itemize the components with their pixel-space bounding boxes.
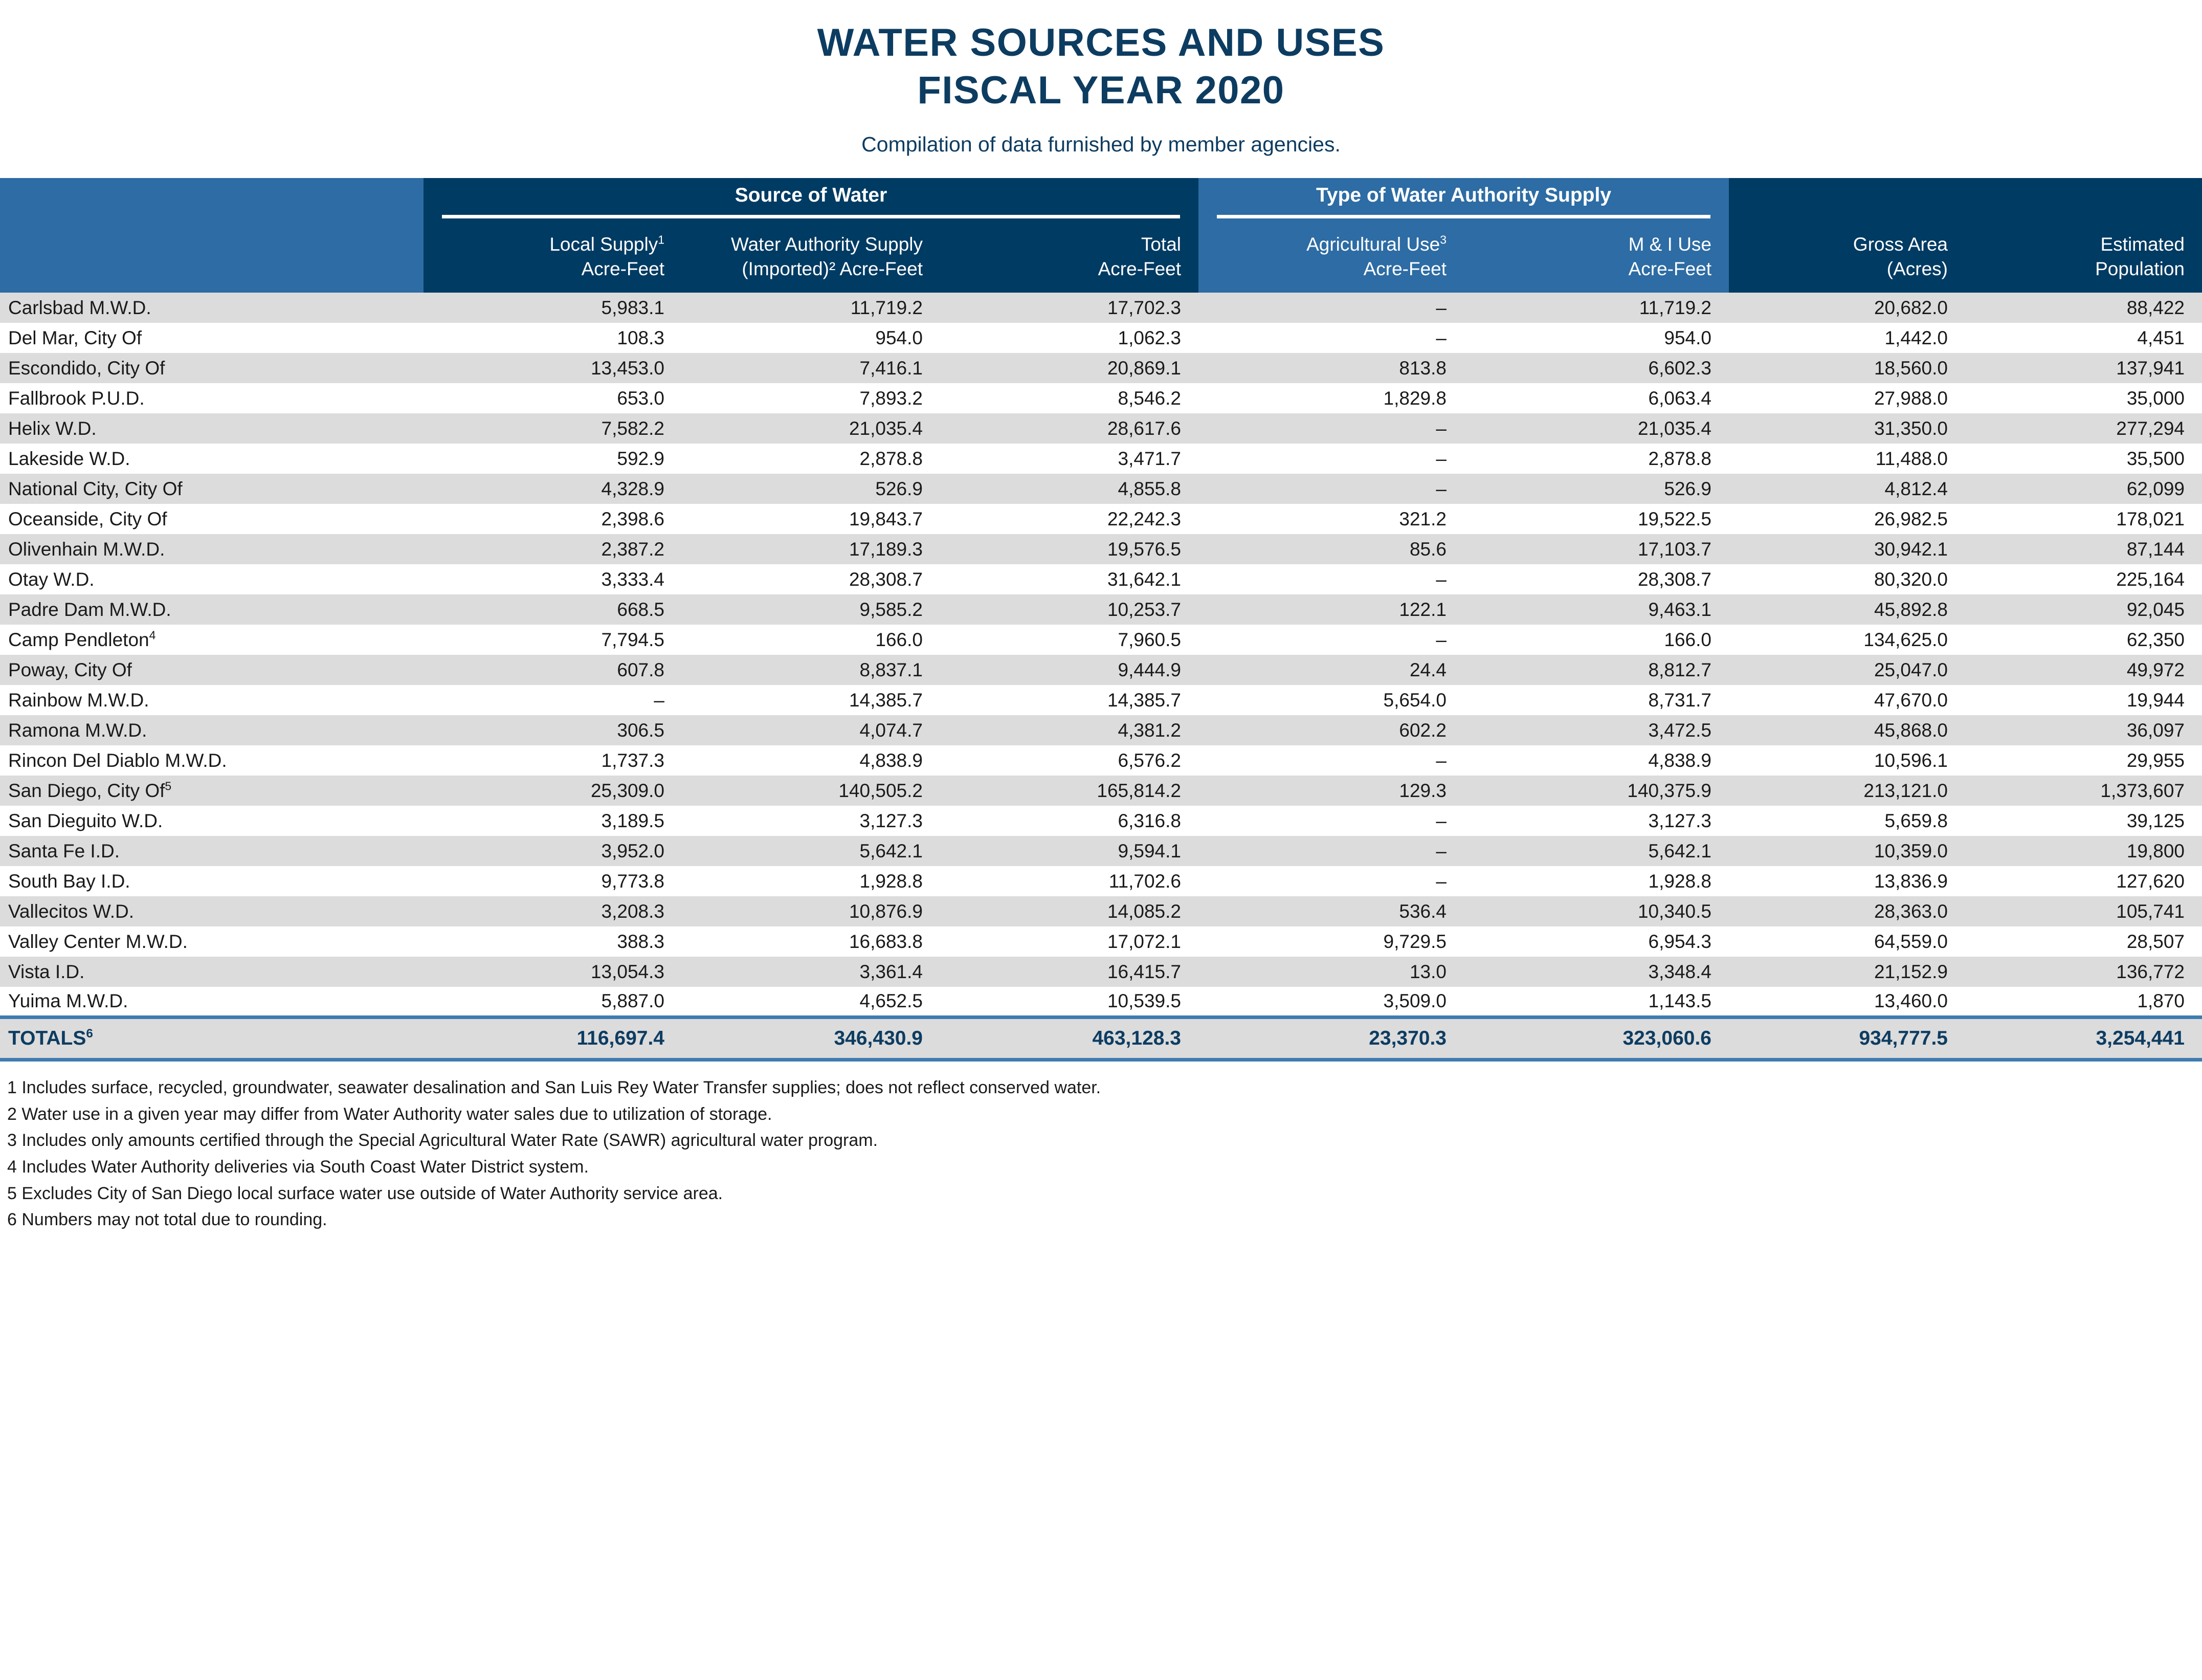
cell-total: 6,316.8 <box>940 806 1198 836</box>
cell-total: 17,702.3 <box>940 293 1198 323</box>
page-title-line-1: WATER SOURCES AND USES <box>817 21 1385 64</box>
cell-agency-name: Valley Center M.W.D. <box>0 926 424 957</box>
cell-estimated-population: 127,620 <box>1965 866 2202 896</box>
cell-agency-name: Ramona M.W.D. <box>0 715 424 745</box>
table-row <box>0 444 2202 474</box>
cell-estimated-population: 49,972 <box>1965 655 2202 685</box>
cell-mi-use: 5,642.1 <box>1464 836 1729 866</box>
col-header-gross-area-line2: (Acres) <box>1886 258 1948 280</box>
page-subtitle: Compilation of data furnished by member agencies. <box>861 132 1341 157</box>
cell-agricultural-use: 813.8 <box>1198 353 1464 383</box>
cell-gross-area: 27,988.0 <box>1729 383 1965 413</box>
cell-estimated-population: 277,294 <box>1965 413 2202 444</box>
col-header-mi-use-line2: Acre-Feet <box>1628 258 1711 280</box>
cell-mi-use: 2,878.8 <box>1464 444 1729 474</box>
table-row <box>0 625 2202 655</box>
cell-agricultural-use: – <box>1198 745 1464 776</box>
cell-local-supply: 306.5 <box>424 715 682 745</box>
cell-local-supply: 5,983.1 <box>424 293 682 323</box>
cell-totals-local-supply: 116,697.4 <box>424 1017 682 1059</box>
cell-mi-use: 166.0 <box>1464 625 1729 655</box>
group-header-area-population <box>1729 178 2202 218</box>
cell-total: 165,814.2 <box>940 776 1198 806</box>
cell-mi-use: 19,522.5 <box>1464 504 1729 534</box>
cell-water-authority-supply: 28,308.7 <box>682 564 940 594</box>
cell-agency-name: Helix W.D. <box>0 413 424 444</box>
cell-mi-use: 8,812.7 <box>1464 655 1729 685</box>
cell-mi-use: 9,463.1 <box>1464 594 1729 625</box>
cell-water-authority-supply: 954.0 <box>682 323 940 353</box>
cell-total: 4,855.8 <box>940 474 1198 504</box>
table-row <box>0 383 2202 413</box>
cell-mi-use: 11,719.2 <box>1464 293 1729 323</box>
cell-totals-water-authority-supply: 346,430.9 <box>682 1017 940 1059</box>
cell-gross-area: 18,560.0 <box>1729 353 1965 383</box>
cell-agricultural-use: 122.1 <box>1198 594 1464 625</box>
group-rule-source-of-water <box>442 215 1180 218</box>
cell-total: 11,702.6 <box>940 866 1198 896</box>
cell-estimated-population: 19,800 <box>1965 836 2202 866</box>
cell-agricultural-use: 536.4 <box>1198 896 1464 926</box>
cell-mi-use: 17,103.7 <box>1464 534 1729 564</box>
cell-water-authority-supply: 17,189.3 <box>682 534 940 564</box>
cell-agency-name: Otay W.D. <box>0 564 424 594</box>
cell-local-supply: 13,453.0 <box>424 353 682 383</box>
table-row <box>0 896 2202 926</box>
group-label-type-of-supply: Type of Water Authority Supply <box>1316 184 1612 207</box>
cell-agency-name: National City, City Of <box>0 474 424 504</box>
cell-total: 16,415.7 <box>940 957 1198 987</box>
cell-local-supply: 5,887.0 <box>424 987 682 1017</box>
cell-local-supply: 3,189.5 <box>424 806 682 836</box>
cell-gross-area: 30,942.1 <box>1729 534 1965 564</box>
cell-local-supply: 7,582.2 <box>424 413 682 444</box>
table-body <box>0 293 2202 1017</box>
cell-water-authority-supply: 16,683.8 <box>682 926 940 957</box>
cell-estimated-population: 39,125 <box>1965 806 2202 836</box>
cell-estimated-population: 35,500 <box>1965 444 2202 474</box>
cell-local-supply: 388.3 <box>424 926 682 957</box>
col-header-water-authority-supply-line1: Water Authority Supply <box>731 234 923 255</box>
cell-agricultural-use: 13.0 <box>1198 957 1464 987</box>
cell-water-authority-supply: 7,416.1 <box>682 353 940 383</box>
table-row <box>0 353 2202 383</box>
table-row <box>0 534 2202 564</box>
cell-gross-area: 20,682.0 <box>1729 293 1965 323</box>
cell-water-authority-supply: 4,652.5 <box>682 987 940 1017</box>
cell-total: 9,594.1 <box>940 836 1198 866</box>
col-header-local-supply-line2: Acre-Feet <box>581 258 664 280</box>
cell-water-authority-supply: 166.0 <box>682 625 940 655</box>
col-header-mi-use <box>1464 218 1729 293</box>
cell-gross-area: 4,812.4 <box>1729 474 1965 504</box>
cell-water-authority-supply: 526.9 <box>682 474 940 504</box>
table-row <box>0 715 2202 745</box>
table-row <box>0 957 2202 987</box>
cell-agricultural-use: 85.6 <box>1198 534 1464 564</box>
table-row <box>0 564 2202 594</box>
cell-water-authority-supply: 11,719.2 <box>682 293 940 323</box>
cell-gross-area: 45,892.8 <box>1729 594 1965 625</box>
table-row <box>0 806 2202 836</box>
footnote-2: 2 Water use in a given year may differ from Water Authority water sales due to utilization of storage. <box>7 1104 772 1124</box>
cell-agency-name: Rainbow M.W.D. <box>0 685 424 715</box>
table-row <box>0 685 2202 715</box>
page-title-line-2: FISCAL YEAR 2020 <box>917 68 1285 112</box>
cell-agency-name: Yuima M.W.D. <box>0 987 424 1017</box>
cell-gross-area: 80,320.0 <box>1729 564 1965 594</box>
cell-local-supply: 1,737.3 <box>424 745 682 776</box>
cell-agency-name: San Diego, City Of$^5$ <box>0 776 424 806</box>
cell-water-authority-supply: 7,893.2 <box>682 383 940 413</box>
cell-agricultural-use: 5,654.0 <box>1198 685 1464 715</box>
cell-gross-area: 64,559.0 <box>1729 926 1965 957</box>
footnote-4: 4 Includes Water Authority deliveries via South Coast Water District system. <box>7 1157 589 1177</box>
cell-mi-use: 3,348.4 <box>1464 957 1729 987</box>
cell-gross-area: 134,625.0 <box>1729 625 1965 655</box>
col-header-local-supply <box>424 218 682 293</box>
cell-agricultural-use: – <box>1198 413 1464 444</box>
cell-estimated-population: 178,021 <box>1965 504 2202 534</box>
cell-water-authority-supply: 19,843.7 <box>682 504 940 534</box>
col-header-total-line2: Acre-Feet <box>1098 258 1181 280</box>
cell-total: 14,085.2 <box>940 896 1198 926</box>
cell-agency-name: Padre Dam M.W.D. <box>0 594 424 625</box>
cell-total: 10,253.7 <box>940 594 1198 625</box>
cell-water-authority-supply: 140,505.2 <box>682 776 940 806</box>
col-header-agency <box>0 218 424 293</box>
col-header-estimated-population-line1: Estimated <box>2100 234 2185 255</box>
cell-estimated-population: 105,741 <box>1965 896 2202 926</box>
cell-agricultural-use: 9,729.5 <box>1198 926 1464 957</box>
cell-gross-area: 13,460.0 <box>1729 987 1965 1017</box>
cell-gross-area: 25,047.0 <box>1729 655 1965 685</box>
col-header-local-supply-line1: Local Supply <box>549 234 658 255</box>
table-row <box>0 866 2202 896</box>
cell-agency-name: San Dieguito W.D. <box>0 806 424 836</box>
cell-gross-area: 31,350.0 <box>1729 413 1965 444</box>
cell-local-supply: 2,387.2 <box>424 534 682 564</box>
cell-agricultural-use: – <box>1198 444 1464 474</box>
cell-agricultural-use: 1,829.8 <box>1198 383 1464 413</box>
table-row <box>0 293 2202 323</box>
cell-local-supply: 592.9 <box>424 444 682 474</box>
cell-local-supply: 3,952.0 <box>424 836 682 866</box>
cell-local-supply: 13,054.3 <box>424 957 682 987</box>
table-footer <box>0 1017 2202 1059</box>
title-block <box>0 0 2202 157</box>
cell-mi-use: 8,731.7 <box>1464 685 1729 715</box>
cell-totals-agricultural-use: 23,370.3 <box>1198 1017 1464 1059</box>
cell-water-authority-supply: 8,837.1 <box>682 655 940 685</box>
cell-mi-use: 140,375.9 <box>1464 776 1729 806</box>
cell-local-supply: 9,773.8 <box>424 866 682 896</box>
footnote-1: 1 Includes surface, recycled, groundwater, seawater desalination and San Luis Rey Water Transfer supplies; does not reflect conserved water. <box>7 1077 1101 1097</box>
cell-agency-name: Olivenhain M.W.D. <box>0 534 424 564</box>
group-header-row <box>0 178 2202 218</box>
cell-total: 7,960.5 <box>940 625 1198 655</box>
cell-agricultural-use: 321.2 <box>1198 504 1464 534</box>
cell-estimated-population: 62,350 <box>1965 625 2202 655</box>
cell-gross-area: 5,659.8 <box>1729 806 1965 836</box>
cell-mi-use: 21,035.4 <box>1464 413 1729 444</box>
col-header-total <box>940 218 1198 293</box>
cell-mi-use: 6,063.4 <box>1464 383 1729 413</box>
cell-local-supply: 4,328.9 <box>424 474 682 504</box>
cell-total: 6,576.2 <box>940 745 1198 776</box>
cell-agency-name: South Bay I.D. <box>0 866 424 896</box>
cell-mi-use: 6,954.3 <box>1464 926 1729 957</box>
cell-total: 8,546.2 <box>940 383 1198 413</box>
col-header-estimated-population <box>1965 218 2202 293</box>
col-header-gross-area-line1: Gross Area <box>1853 234 1948 255</box>
cell-gross-area: 10,596.1 <box>1729 745 1965 776</box>
table-row <box>0 836 2202 866</box>
cell-local-supply: 607.8 <box>424 655 682 685</box>
cell-agency-name: Vista I.D. <box>0 957 424 987</box>
cell-estimated-population: 137,941 <box>1965 353 2202 383</box>
cell-gross-area: 10,359.0 <box>1729 836 1965 866</box>
cell-local-supply: 25,309.0 <box>424 776 682 806</box>
cell-total: 20,869.1 <box>940 353 1198 383</box>
col-header-estimated-population-line2: Population <box>2095 258 2185 280</box>
table-row <box>0 745 2202 776</box>
table-row <box>0 413 2202 444</box>
cell-estimated-population: 62,099 <box>1965 474 2202 504</box>
footnote-marker-1: 1 <box>658 233 664 247</box>
footnote-marker-6: 6 <box>86 1026 93 1041</box>
cell-mi-use: 6,602.3 <box>1464 353 1729 383</box>
cell-gross-area: 45,868.0 <box>1729 715 1965 745</box>
col-header-water-authority-supply <box>682 218 940 293</box>
cell-estimated-population: 28,507 <box>1965 926 2202 957</box>
footnote-6: 6 Numbers may not total due to rounding. <box>7 1210 327 1230</box>
cell-agency-name: Escondido, City Of <box>0 353 424 383</box>
cell-gross-area: 1,442.0 <box>1729 323 1965 353</box>
footnote-marker-5: 5 <box>165 779 172 793</box>
cell-estimated-population: 35,000 <box>1965 383 2202 413</box>
cell-water-authority-supply: 10,876.9 <box>682 896 940 926</box>
cell-gross-area: 21,152.9 <box>1729 957 1965 987</box>
footnote-5: 5 Excludes City of San Diego local surface water use outside of Water Authority service area. <box>7 1183 723 1203</box>
cell-agricultural-use: 602.2 <box>1198 715 1464 745</box>
cell-totals-gross-area: 934,777.5 <box>1729 1017 1965 1059</box>
cell-water-authority-supply: 9,585.2 <box>682 594 940 625</box>
cell-totals-estimated-population: 3,254,441 <box>1965 1017 2202 1059</box>
cell-estimated-population: 29,955 <box>1965 745 2202 776</box>
cell-local-supply: 3,333.4 <box>424 564 682 594</box>
cell-agricultural-use: – <box>1198 866 1464 896</box>
cell-agency-name: Lakeside W.D. <box>0 444 424 474</box>
cell-total: 19,576.5 <box>940 534 1198 564</box>
cell-estimated-population: 87,144 <box>1965 534 2202 564</box>
cell-water-authority-supply: 1,928.8 <box>682 866 940 896</box>
cell-gross-area: 28,363.0 <box>1729 896 1965 926</box>
table-row <box>0 776 2202 806</box>
cell-totals-mi-use: 323,060.6 <box>1464 1017 1729 1059</box>
cell-total: 9,444.9 <box>940 655 1198 685</box>
footnote-3: 3 Includes only amounts certified through the Special Agricultural Water Rate (SAWR) agricultural water program. <box>7 1131 878 1151</box>
cell-agricultural-use: – <box>1198 806 1464 836</box>
cell-agency-name: Santa Fe I.D. <box>0 836 424 866</box>
cell-agency-name: Camp Pendleton$^4$ <box>0 625 424 655</box>
cell-mi-use: 526.9 <box>1464 474 1729 504</box>
cell-totals-total: 463,128.3 <box>940 1017 1198 1059</box>
table-row <box>0 323 2202 353</box>
cell-agency-name: Vallecitos W.D. <box>0 896 424 926</box>
cell-agricultural-use: – <box>1198 564 1464 594</box>
footnote-marker-4: 4 <box>149 628 156 642</box>
col-header-total-line1: Total <box>1141 234 1181 255</box>
cell-water-authority-supply: 5,642.1 <box>682 836 940 866</box>
cell-agricultural-use: 24.4 <box>1198 655 1464 685</box>
table-row <box>0 504 2202 534</box>
cell-agricultural-use: – <box>1198 474 1464 504</box>
cell-gross-area: 47,670.0 <box>1729 685 1965 715</box>
cell-estimated-population: 92,045 <box>1965 594 2202 625</box>
cell-gross-area: 13,836.9 <box>1729 866 1965 896</box>
cell-gross-area: 213,121.0 <box>1729 776 1965 806</box>
cell-water-authority-supply: 4,074.7 <box>682 715 940 745</box>
cell-water-authority-supply: 2,878.8 <box>682 444 940 474</box>
col-header-agricultural-use-line1: Agricultural Use <box>1306 234 1440 255</box>
cell-gross-area: 26,982.5 <box>1729 504 1965 534</box>
cell-total: 31,642.1 <box>940 564 1198 594</box>
cell-total: 17,072.1 <box>940 926 1198 957</box>
cell-agency-name: Oceanside, City Of <box>0 504 424 534</box>
cell-mi-use: 1,143.5 <box>1464 987 1729 1017</box>
col-header-mi-use-line1: M & I Use <box>1628 234 1711 255</box>
col-header-agricultural-use <box>1198 218 1464 293</box>
water-sources-uses-table <box>0 178 2202 1062</box>
cell-estimated-population: 1,870 <box>1965 987 2202 1017</box>
cell-mi-use: 3,127.3 <box>1464 806 1729 836</box>
col-header-water-authority-supply-line2: (Imported)² Acre-Feet <box>742 258 923 280</box>
cell-local-supply: 2,398.6 <box>424 504 682 534</box>
cell-agricultural-use: – <box>1198 293 1464 323</box>
table-row <box>0 594 2202 625</box>
col-header-gross-area <box>1729 218 1965 293</box>
cell-agricultural-use: – <box>1198 836 1464 866</box>
cell-local-supply: 3,208.3 <box>424 896 682 926</box>
cell-total: 1,062.3 <box>940 323 1198 353</box>
footnote-marker-3: 3 <box>1440 233 1447 247</box>
cell-local-supply: 653.0 <box>424 383 682 413</box>
cell-gross-area: 11,488.0 <box>1729 444 1965 474</box>
cell-agency-name: Fallbrook P.U.D. <box>0 383 424 413</box>
cell-estimated-population: 136,772 <box>1965 957 2202 987</box>
cell-agency-name: Carlsbad M.W.D. <box>0 293 424 323</box>
cell-mi-use: 4,838.9 <box>1464 745 1729 776</box>
cell-total: 3,471.7 <box>940 444 1198 474</box>
table-header <box>0 178 2202 293</box>
cell-estimated-population: 4,451 <box>1965 323 2202 353</box>
cell-agricultural-use: – <box>1198 625 1464 655</box>
cell-agency-name: Del Mar, City Of <box>0 323 424 353</box>
cell-local-supply: – <box>424 685 682 715</box>
cell-mi-use: 1,928.8 <box>1464 866 1729 896</box>
table-row <box>0 655 2202 685</box>
cell-total: 22,242.3 <box>940 504 1198 534</box>
cell-estimated-population: 225,164 <box>1965 564 2202 594</box>
table-row <box>0 987 2202 1017</box>
group-header-type-of-supply <box>1198 178 1729 218</box>
cell-agency-name: Rincon Del Diablo M.W.D. <box>0 745 424 776</box>
table-row <box>0 474 2202 504</box>
cell-mi-use: 3,472.5 <box>1464 715 1729 745</box>
cell-local-supply: 7,794.5 <box>424 625 682 655</box>
footnotes-block <box>0 1062 2202 1233</box>
col-header-agricultural-use-line2: Acre-Feet <box>1363 258 1447 280</box>
group-label-source-of-water: Source of Water <box>735 184 887 207</box>
cell-mi-use: 954.0 <box>1464 323 1729 353</box>
cell-estimated-population: 1,373,607 <box>1965 776 2202 806</box>
cell-water-authority-supply: 14,385.7 <box>682 685 940 715</box>
group-header-source-of-water <box>424 178 1198 218</box>
cell-estimated-population: 88,422 <box>1965 293 2202 323</box>
cell-total: 14,385.7 <box>940 685 1198 715</box>
cell-total: 4,381.2 <box>940 715 1198 745</box>
cell-estimated-population: 19,944 <box>1965 685 2202 715</box>
cell-totals-label: TOTALS$^6$ <box>0 1017 424 1059</box>
cell-total: 10,539.5 <box>940 987 1198 1017</box>
column-header-row <box>0 218 2202 293</box>
cell-local-supply: 108.3 <box>424 323 682 353</box>
group-rule-type-of-supply <box>1217 215 1710 218</box>
cell-mi-use: 10,340.5 <box>1464 896 1729 926</box>
cell-water-authority-supply: 21,035.4 <box>682 413 940 444</box>
table-row <box>0 926 2202 957</box>
cell-water-authority-supply: 4,838.9 <box>682 745 940 776</box>
cell-agency-name: Poway, City Of <box>0 655 424 685</box>
cell-total: 28,617.6 <box>940 413 1198 444</box>
cell-local-supply: 668.5 <box>424 594 682 625</box>
cell-mi-use: 28,308.7 <box>1464 564 1729 594</box>
cell-estimated-population: 36,097 <box>1965 715 2202 745</box>
cell-agricultural-use: 129.3 <box>1198 776 1464 806</box>
group-header-blank <box>0 178 424 218</box>
cell-water-authority-supply: 3,361.4 <box>682 957 940 987</box>
cell-agricultural-use: – <box>1198 323 1464 353</box>
totals-row <box>0 1017 2202 1059</box>
cell-agricultural-use: 3,509.0 <box>1198 987 1464 1017</box>
cell-water-authority-supply: 3,127.3 <box>682 806 940 836</box>
